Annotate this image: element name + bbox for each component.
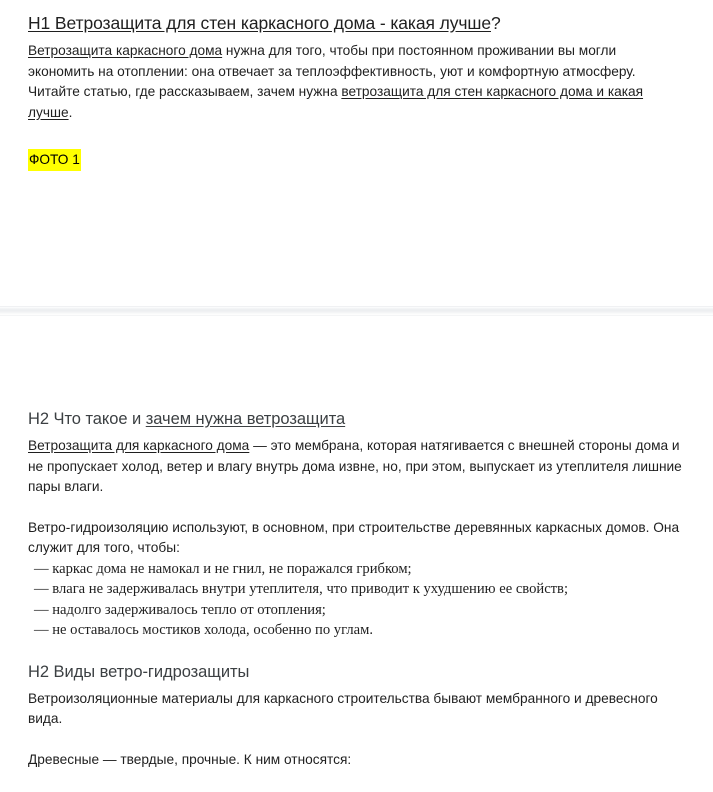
intro-body-mid: нужна для того, чтобы при постоянном проживании вы могли экономить на отоплении: она отвечает за теплоэффективность, уют и комфортную атмосферу. Читайте статью, где рассказываем, зачем нужна bbox=[28, 43, 636, 99]
list-item bbox=[28, 620, 685, 641]
types-paragraph: Ветроизоляционные материалы для каркасного строительства бывают мембранного и древесного вида. bbox=[28, 690, 658, 726]
wooden-paragraph: Древесные — твердые, прочные. К ним относятся: bbox=[28, 751, 352, 767]
list-item-text: — надолго задерживалось тепло от отопления; bbox=[34, 601, 326, 618]
intro-link-tail[interactable]: ветрозащита для стен каркасного дома и какая лучше bbox=[28, 84, 644, 120]
heading-h2-what-is-underlined: зачем нужна ветрозащита bbox=[145, 410, 346, 428]
photo-placeholder-line bbox=[28, 149, 685, 171]
paragraph-spacer-4 bbox=[28, 730, 685, 750]
intro-paragraph bbox=[28, 41, 685, 123]
list-item bbox=[28, 600, 685, 621]
list-item bbox=[28, 579, 685, 600]
list-item-text: — не оставалось мостиков холода, особенно по углам. bbox=[34, 622, 373, 638]
document-page-1 bbox=[0, 0, 713, 306]
intro-link-lead[interactable]: Ветрозащита каркасного дома bbox=[28, 43, 223, 58]
list-item-text: — влага не задерживалась внутри утеплителя, что приводит к ухудшению ее свойств; bbox=[34, 581, 568, 597]
page-break-separator bbox=[0, 306, 713, 316]
photo-placeholder-highlight: ФОТО 1 bbox=[28, 149, 81, 171]
list-item-text: — каркас дома не намокал и не гнил, не поражался грибком; bbox=[34, 560, 412, 577]
paragraph-spacer-2 bbox=[28, 498, 685, 518]
paragraph-spacer-3 bbox=[28, 641, 685, 661]
heading-h2-what-is-prefix: Н2 Что такое и bbox=[28, 410, 146, 428]
paragraph-spacer-1 bbox=[28, 123, 685, 149]
definition-body: — это мембрана, которая натягивается с внешней стороны дома и не пропускает холод, ветер и влагу внутрь дома извне, но, при этом, выпускает из утеплителя лишние пары влаги. bbox=[28, 438, 682, 494]
definition-paragraph bbox=[28, 436, 685, 498]
intro-period: . bbox=[68, 104, 73, 120]
definition-link[interactable]: Ветрозащита для каркасного дома bbox=[28, 438, 250, 453]
page-2-top-margin bbox=[28, 316, 685, 408]
heading-h1 bbox=[28, 11, 685, 35]
heading-h1-tail: ? bbox=[491, 13, 501, 33]
usage-paragraph: Ветро-гидроизоляцию используют, в основном, при строительстве деревянных каркасных домов. Она служит для того, чтобы: bbox=[28, 519, 680, 555]
heading-h2-what-is bbox=[28, 408, 685, 431]
heading-h1-underlined-text: Н1 Ветрозащита для стен каркасного дома - какая лучше bbox=[28, 13, 491, 33]
heading-h2-types: Н2 Виды ветро-гидрозащиты bbox=[28, 662, 250, 681]
list-item bbox=[28, 559, 685, 580]
document-page-2 bbox=[0, 316, 713, 792]
purpose-list bbox=[28, 559, 685, 641]
